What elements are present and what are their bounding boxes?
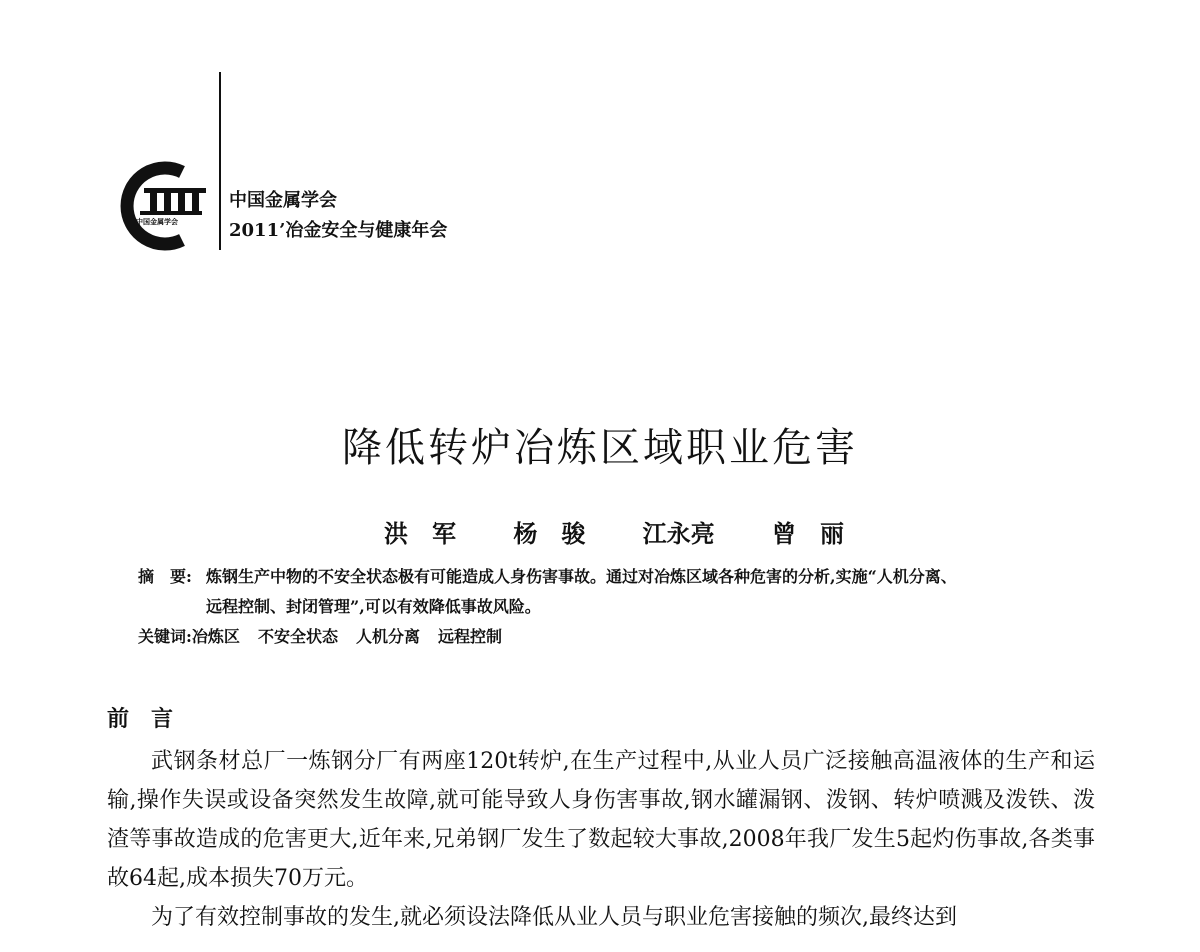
body-text xyxy=(107,742,1095,937)
svg-text:中国金属学会: 中国金属学会 xyxy=(136,218,178,226)
keywords xyxy=(138,622,1098,652)
organization-name: 中国金属学会 xyxy=(229,190,337,211)
author-name: 洪 军 xyxy=(384,519,456,548)
abstract-label: 摘 要: xyxy=(138,567,192,586)
abstract-text-line: 炼钢生产中物的不安全状态极有可能造成人身伤害事故。通过对冶炼区域各种危害的分析,实施“人机分离、 xyxy=(206,567,957,586)
conference-name: 2011’冶金安全与健康年会 xyxy=(229,220,448,241)
keywords-label: 关键词: xyxy=(138,627,192,646)
keyword: 人机分离 xyxy=(355,627,420,646)
body-paragraph: 武钢条材总厂一炼钢分厂有两座120t转炉,在生产过程中,从业人员广泛接触高温液体的生产和运输,操作失误或设备突然发生故障,就可能导致人身伤害事故,钢水罐漏钢、泼钢、转炉喷溅及泼铁、泼渣等事故造成的危害更大,近年来,兄弟钢厂发生了数起较大事故,2008年我厂发生5起灼伤事故,各类事故64起,成本损失70万元。 xyxy=(107,749,1095,891)
keyword: 不安全状态 xyxy=(257,627,338,646)
abstract xyxy=(138,562,1098,622)
author-name: 曾 丽 xyxy=(771,519,844,548)
conference-header xyxy=(229,186,447,246)
keyword: 远程控制 xyxy=(437,627,502,646)
author-name: 江永亮 xyxy=(642,519,715,548)
body-paragraph: 为了有效控制事故的发生,就必须设法降低从业人员与职业危害接触的频次,最终达到 xyxy=(151,905,957,930)
abstract-text-line: 远程控制、封闭管理”,可以有效降低事故风险。 xyxy=(206,597,541,616)
author-list xyxy=(384,514,844,549)
csm-logo xyxy=(120,160,212,252)
keyword: 冶炼区 xyxy=(191,627,240,646)
section-heading: 前言 xyxy=(107,706,196,732)
author-name: 杨 骏 xyxy=(513,519,586,548)
paper-title: 降低转炉冶炼区域职业危害 xyxy=(342,425,858,471)
header-vertical-rule xyxy=(219,72,221,250)
